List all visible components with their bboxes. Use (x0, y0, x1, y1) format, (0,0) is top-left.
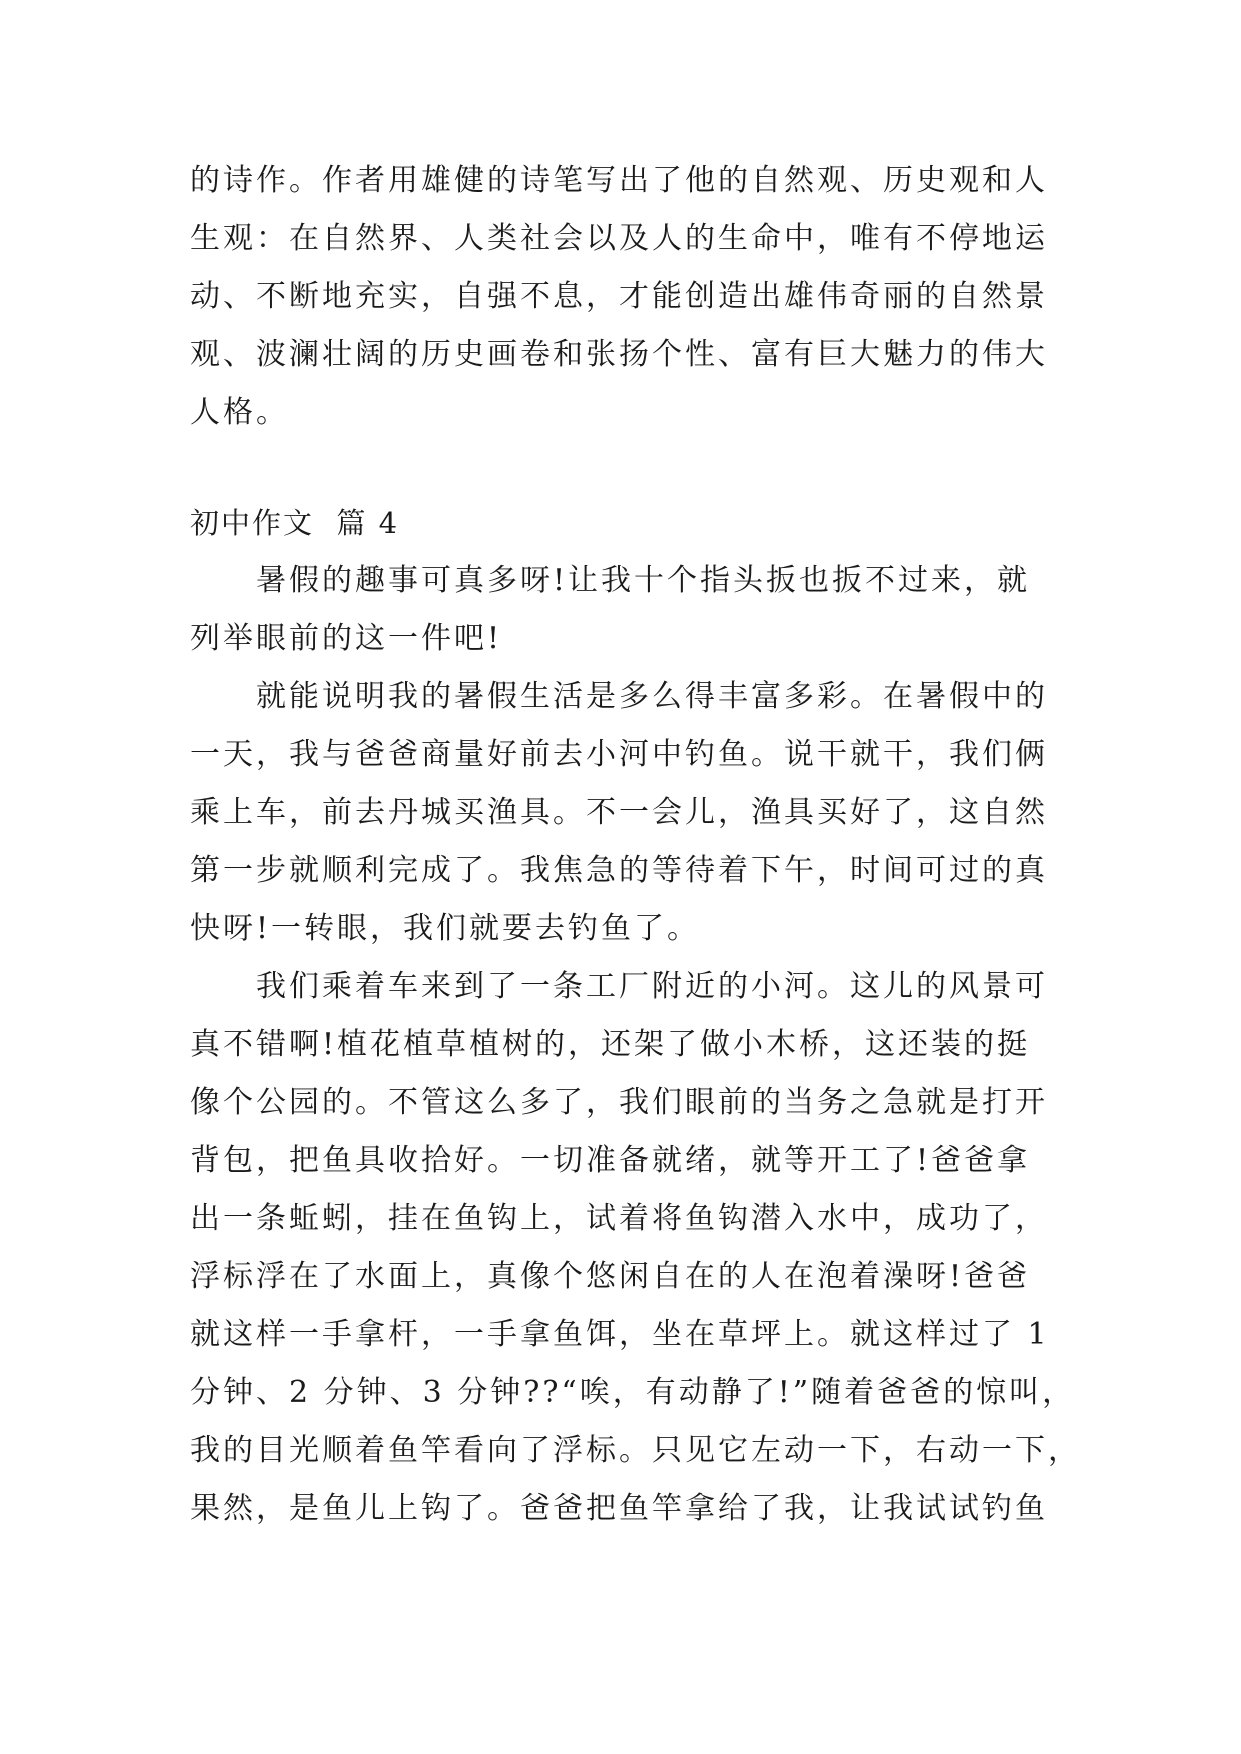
text-line: 生观：在自然界、人类社会以及人的生命中，唯有不停地运 (190, 221, 1048, 256)
text-line: 浮标浮在了水面上，真像个悠闲自在的人在泡着澡呀!爸爸 (190, 1259, 1031, 1294)
section-heading: 初中作文 篇 4 (190, 506, 400, 540)
text-line: 一天，我与爸爸商量好前去小河中钓鱼。说干就干，我们俩 (190, 737, 1048, 772)
text-line: 果然，是鱼儿上钩了。爸爸把鱼竿拿给了我，让我试试钓鱼 (190, 1491, 1048, 1526)
text-line: 的诗作。作者用雄健的诗笔写出了他的自然观、历史观和人 (190, 163, 1048, 198)
intro-paragraph (190, 152, 1060, 442)
text-line: 第一步就顺利完成了。我焦急的等待着下午，时间可过的真 (190, 853, 1048, 888)
paragraph-1 (190, 552, 1060, 668)
text-line: 就能说明我的暑假生活是多么得丰富多彩。在暑假中的 (256, 679, 1048, 714)
text-line: 我们乘着车来到了一条工厂附近的小河。这儿的风景可 (256, 969, 1048, 1004)
text-line: 出一条蚯蚓，挂在鱼钩上，试着将鱼钩潜入水中，成功了， (190, 1201, 1048, 1236)
text-line: 动、不断地充实，自强不息，才能创造出雄伟奇丽的自然景 (190, 279, 1048, 314)
document-body (190, 152, 1081, 1538)
text-line: 列举眼前的这一件吧! (190, 621, 503, 656)
text-line: 就这样一手拿杆，一手拿鱼饵，坐在草坪上。就这样过了 1 (190, 1317, 1050, 1352)
text-line: 乘上车，前去丹城买渔具。不一会儿，渔具买好了，这自然 (190, 795, 1048, 830)
text-line: 快呀!一转眼，我们就要去钓鱼了。 (190, 911, 701, 946)
text-line: 背包，把鱼具收拾好。一切准备就绪，就等开工了!爸爸拿 (190, 1143, 1031, 1178)
text-line: 观、波澜壮阔的历史画卷和张扬个性、富有巨大魅力的伟大 (190, 337, 1048, 372)
paragraph-2 (190, 668, 1060, 958)
text-line: 我的目光顺着鱼竿看向了浮标。只见它左动一下，右动一下， (190, 1433, 1081, 1468)
text-line: 真不错啊!植花植草植树的，还架了做小木桥，这还装的挺 (190, 1027, 1031, 1062)
text-line: 暑假的趣事可真多呀!让我十个指头扳也扳不过来，就 (256, 563, 1031, 598)
text-line: 像个公园的。不管这么多了，我们眼前的当务之急就是打开 (190, 1085, 1048, 1120)
section-spacer (190, 442, 1060, 494)
text-line: 分钟、2 分钟、3 分钟??“唉，有动静了!”随着爸爸的惊叫， (190, 1375, 1076, 1410)
text-line: 人格。 (190, 395, 289, 430)
paragraph-3 (190, 958, 1081, 1538)
